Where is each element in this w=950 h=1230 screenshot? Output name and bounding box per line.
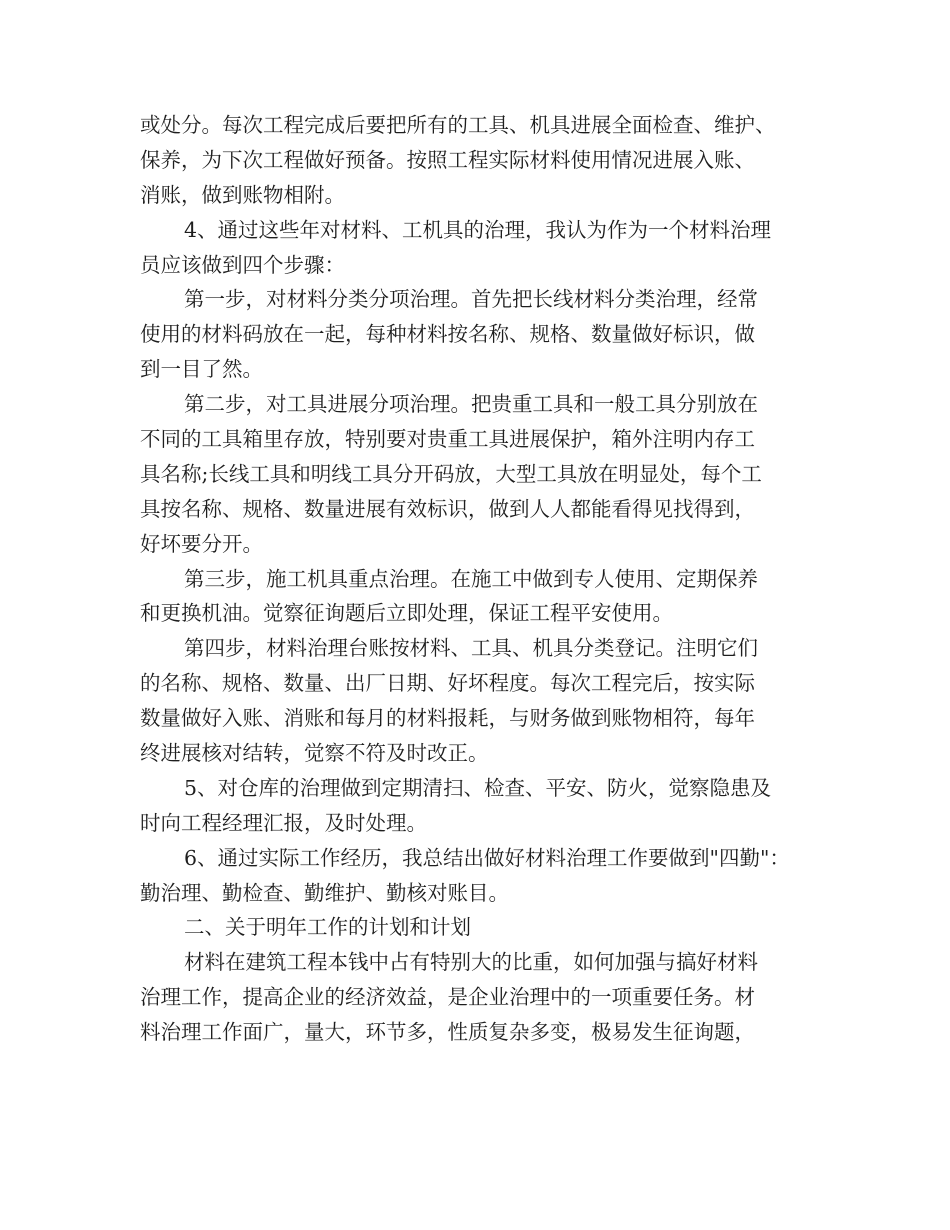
text-line: 使用的材料码放在一起，每种材料按名称、规格、数量做好标识，做 [140,322,755,347]
text-line: 治理工作，提高企业的经济效益，是企业治理中的一项重要任务。材 [140,985,755,1010]
text-line: 员应该做到四个步骤： [140,252,345,277]
text-line: 材料在建筑工程本钱中占有特别大的比重，如何加强与搞好材料 [184,950,758,975]
text-line: 二、关于明年工作的计划和计划 [184,915,471,940]
text-line: 不同的工具箱里存放，特别要对贵重工具进展保护，箱外注明内存工 [140,427,755,452]
text-line: 5、对仓库的治理做到定期清扫、检查、平安、防火，觉察隐患及 [184,775,772,800]
text-line: 第四步，材料治理台账按材料、工具、机具分类登记。注明它们 [184,636,758,661]
text-line: 或处分。每次工程完成后要把所有的工具、机具进展全面检查、维护、 [140,113,776,137]
text-line: 勤治理、勤检查、勤维护、勤核对账目。 [140,880,509,905]
text-line: 具按名称、规格、数量进展有效标识，做到人人都能看得见找得到， [140,496,755,521]
text-line: 和更换机油。觉察征询题后立即处理，保证工程平安使用。 [140,601,673,626]
text-line: 保养，为下次工程做好预备。按照工程实际材料使用情况进展入账、 [140,147,755,172]
text-line: 具名称;长线工具和明线工具分开码放，大型工具放在明显处，每个工 [140,461,762,486]
text-line: 第三步，施工机具重点治理。在施工中做到专人使用、定期保养 [184,566,758,591]
text-line: 数量做好入账、消账和每月的材料报耗，与财务做到账物相符，每年 [140,706,755,731]
text-line: 料治理工作面广，量大，环节多，性质复杂多变，极易发生征询题， [140,1020,755,1045]
text-line: 4、通过这些年对材料、工机具的治理，我认为作为一个材料治理 [184,217,772,242]
text-line: 终进展核对结转，觉察不符及时改正。 [140,741,489,766]
text-line: 第一步，对材料分类分项治理。首先把长线材料分类治理，经常 [184,287,758,312]
text-line: 时向工程经理汇报，及时处理。 [140,810,427,835]
text-line: 好坏要分开。 [140,531,263,556]
text-line: 6、通过实际工作经历，我总结出做好材料治理工作要做到"四勤"： [184,845,790,870]
text-line: 的名称、规格、数量、出厂日期、好坏程度。每次工程完后，按实际 [140,671,755,696]
text-line: 第二步，对工具进展分项治理。把贵重工具和一般工具分别放在 [184,392,758,417]
text-line: 消账，做到账物相附。 [140,182,345,207]
text-line: 到一目了然。 [140,357,263,382]
document-body [140,108,820,1050]
